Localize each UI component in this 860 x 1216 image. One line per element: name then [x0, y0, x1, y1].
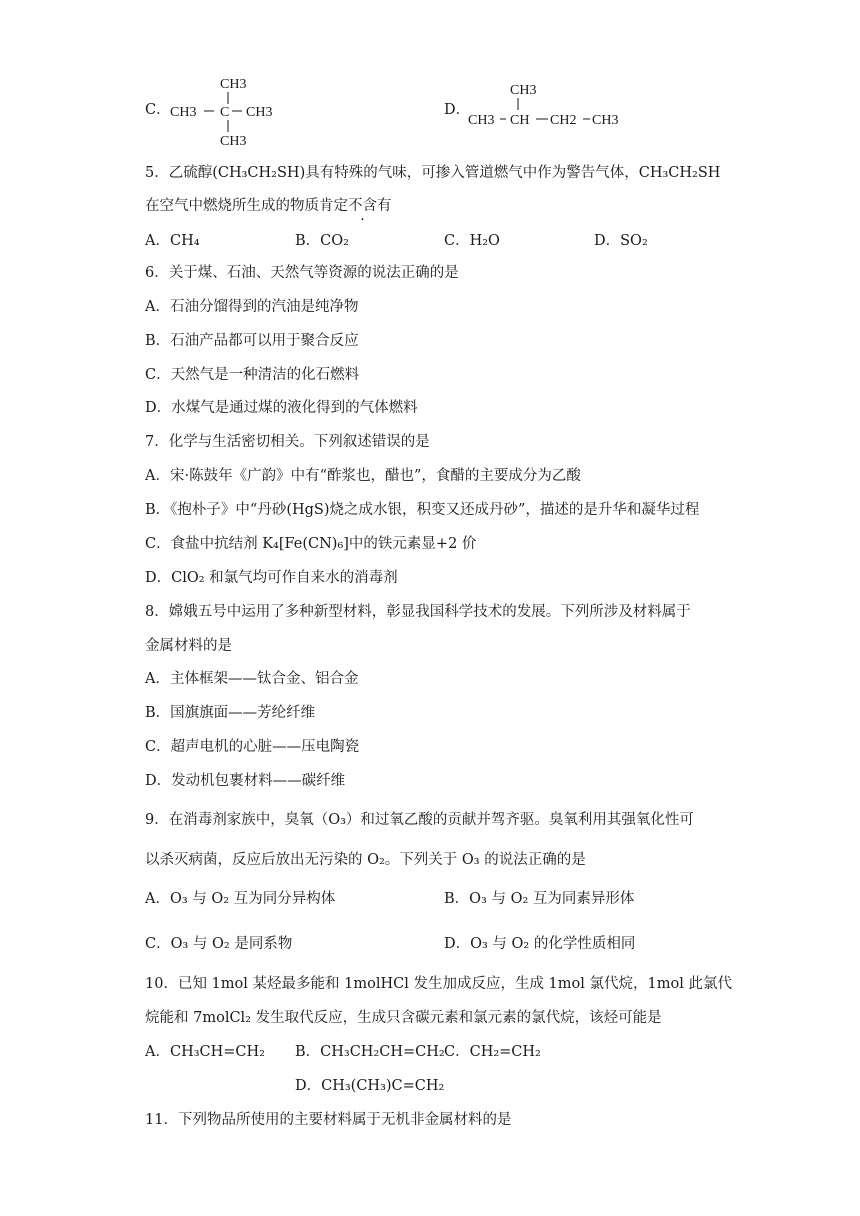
q9-option-a: A．O₃ 与 O₂ 互为同分异构体 [145, 891, 336, 907]
q10-stem-line2: 烷能和 7molCl₂ 发生取代反应，生成只含碳元素和氯元素的氯代烷，该烃可能是 [145, 1010, 662, 1026]
q5-stem-line1: 5．乙硫醇(CH₃CH₂SH)具有特殊的气味，可掺入管道燃气中作为警告气体，CH₃CH₂SH [145, 165, 721, 181]
q9-option-c: C．O₃ 与 O₂ 是同系物 [145, 936, 293, 952]
q4-c-top-ch3: CH3 [220, 77, 247, 92]
q4-option-c-structure [168, 72, 288, 152]
q4-c-center-c: C [220, 105, 230, 120]
q8-option-a: A．主体框架——钛合金、铝合金 [145, 671, 359, 687]
q8-option-b: B．国旗旗面——芳纶纤维 [145, 705, 316, 721]
q10-option-d: D．CH₃(CH₃)C=CH₂ [295, 1078, 445, 1094]
q9-stem-line2: 以杀灭病菌，反应后放出无污染的 O₂。下列关于 O₃ 的说法正确的是 [145, 852, 586, 868]
q11-stem: 11．下列物品所使用的主要材料属于无机非金属材料的是 [145, 1112, 512, 1128]
q6-option-d: D．水煤气是通过煤的液化得到的气体燃料 [145, 400, 418, 416]
q6-option-c: C．天然气是一种清洁的化石燃料 [145, 367, 360, 383]
q10-option-a: A．CH₃CH=CH₂ [145, 1044, 265, 1060]
q8-stem-line1: 8．嫦娥五号中运用了多种新型材料，彰显我国科学技术的发展。下列所涉及材料属于 [145, 604, 691, 620]
q5-option-d: D．SO₂ [594, 233, 648, 249]
q7-option-a: A．宋·陈鼓年《广韵》中有“酢浆也，醋也”，食醋的主要成分为乙酸 [145, 468, 581, 484]
q5-option-b: B．CO₂ [295, 233, 349, 249]
q4-d-ch3-right: CH3 [592, 113, 619, 128]
q9-option-d: D．O₃ 与 O₂ 的化学性质相同 [444, 936, 636, 952]
q5-option-c: C．H₂O [444, 233, 500, 249]
q4-option-c-label: C． [145, 102, 171, 118]
q9-stem-line1: 9．在消毒剂家族中，臭氧（O₃）和过氧乙酸的贡献并驾齐驱。臭氧利用其强氧化性可 [145, 812, 694, 828]
q6-option-b: B．石油产品都可以用于聚合反应 [145, 333, 359, 349]
q4-d-ch2: CH2 [550, 113, 577, 128]
q8-option-c: C．超声电机的心脏——压电陶瓷 [145, 739, 360, 755]
q5-option-a: A．CH₄ [145, 233, 200, 249]
q9-option-b: B．O₃ 与 O₂ 互为同素异形体 [444, 891, 635, 907]
q7-option-d: D．ClO₂ 和氯气均可作自来水的消毒剂 [145, 570, 398, 586]
q4-option-d-label: D． [444, 102, 471, 118]
q4-d-ch: CH [510, 113, 530, 128]
q7-stem: 7．化学与生活密切相关。下列叙述错误的是 [145, 434, 430, 450]
q10-option-b: B．CH₃CH₂CH=CH₂ [295, 1044, 445, 1060]
q4-c-right-ch3: CH3 [246, 105, 273, 120]
q8-option-d: D．发动机包裹材料——碳纤维 [145, 773, 346, 789]
q6-stem: 6．关于煤、石油、天然气等资源的说法正确的是 [145, 265, 459, 281]
q4-option-d-structure [466, 76, 636, 136]
q7-option-b: B．《抱朴子》中“丹砂(HgS)烧之成水银，积变又还成丹砂”，描述的是升华和凝华过程 [145, 502, 700, 518]
q10-option-c: C．CH₂=CH₂ [444, 1044, 541, 1060]
q10-stem-line1: 10．已知 1mol 某烃最多能和 1molHCl 发生加成反应，生成 1mol 氯代烷，1mol 此氯代 [145, 976, 732, 992]
q8-stem-line2: 金属材料的是 [145, 638, 232, 654]
q4-d-top-ch3: CH3 [510, 83, 537, 98]
q5-emphasis-not-contain: 不含 [348, 198, 377, 214]
q6-option-a: A．石油分馏得到的汽油是纯净物 [145, 299, 359, 315]
q7-option-c: C．食盐中抗结剂 K₄[Fe(CN)₆]中的铁元素显+2 价 [145, 536, 477, 552]
q4-c-bottom-ch3: CH3 [220, 134, 247, 149]
q4-d-ch3-left: CH3 [468, 113, 495, 128]
q4-c-left-ch3: CH3 [170, 105, 197, 120]
q5-stem-line2: 在空气中燃烧所生成的物质肯定不含有 [145, 198, 392, 214]
